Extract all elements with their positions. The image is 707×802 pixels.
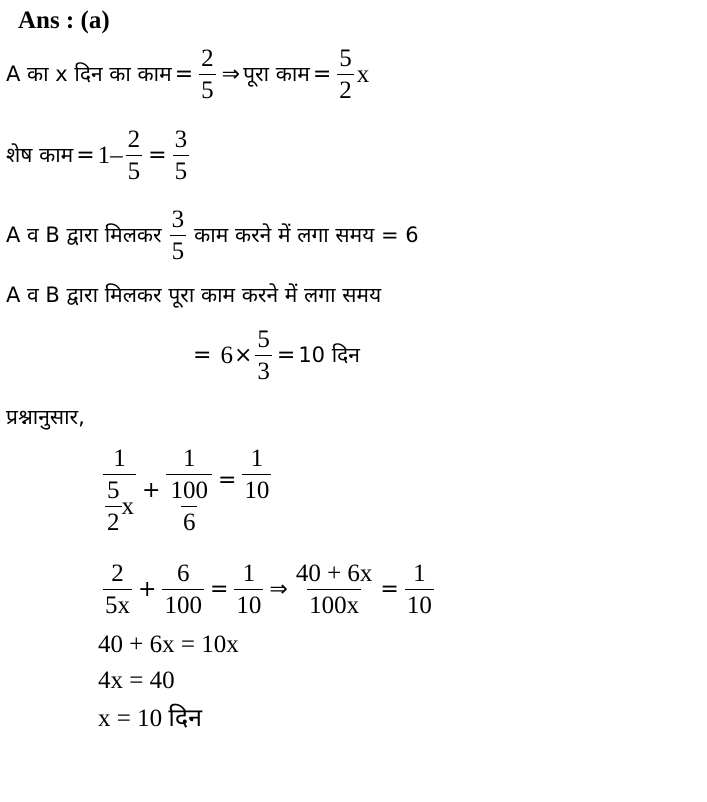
fraction-one-tenth: $\frac{1}{10}$ (244, 445, 270, 504)
fraction-five-thirds: $\frac{5}{3}$ (257, 326, 270, 385)
line3-prefix: A व B द्वारा मिलकर (6, 223, 162, 247)
fraction-one-over-five-halves-x: 1 $\frac{5}{2}$ x (103, 446, 136, 535)
answer-heading: Ans : (a) (18, 7, 110, 34)
line-according-to-question: प्रश्नानुसार, (6, 405, 85, 429)
line1-prefix: A का x दिन का काम (6, 62, 172, 86)
equation-5: x = 10 दिन (98, 705, 202, 732)
equation-4: 4x = 40 (98, 667, 175, 694)
fraction-three-fifths-2: $\frac{3}{5}$ (171, 206, 185, 265)
line-total-time: = 6 × $\frac{5}{3}$ = 10 दिन (193, 326, 360, 385)
line-ab-full-work: A व B द्वारा मिलकर पूरा काम करने में लगा समय (6, 283, 382, 307)
fraction-two-fifths-2: $\frac{2}{5}$ (127, 126, 141, 185)
fraction-one-tenth-2: $\frac{1}{10}$ (236, 560, 262, 619)
fraction-five-halves: $\frac{5}{2}$ (339, 45, 352, 104)
equation-2: $\frac{2}{5x}$ + $\frac{6}{100}$ = $\frac{1}{10}$ ⇒ $\frac{40 + 6x}{100x}$ = $\frac{1}{10}$ (105, 560, 432, 619)
line-work-per-x-days: A का x दिन का काम = $\frac{2}{5}$ ⇒ पूरा काम = $\frac{5}{2}$ x (6, 45, 370, 104)
line-ab-three-fifths (6, 207, 419, 264)
line3-suffix: काम करने में लगा समय = 6 (194, 223, 419, 247)
equation-1: 1 $\frac{5}{2}$ x + $\frac{1}{\frac{100}{6}}$ = $\frac{1}{10}$ (100, 446, 274, 535)
equation-3: 40 + 6x = 10x (98, 631, 239, 658)
line-remaining-work: शेष काम = 1 – $\frac{2}{5}$ = $\frac{3}{5}$ (6, 126, 188, 185)
fraction-one-tenth-3: $\frac{1}{10}$ (406, 560, 432, 619)
fraction-three-fifths: $\frac{3}{5}$ (174, 126, 188, 185)
line5-result: 10 दिन (298, 343, 360, 367)
fraction-two-fifths: $\frac{2}{5}$ (201, 45, 214, 104)
line1-middle: पूरा काम (243, 62, 310, 86)
fraction-two-over-5x: $\frac{2}{5x}$ (105, 560, 130, 619)
implies-symbol: ⇒ (221, 61, 241, 87)
fraction-one-over-100-sixths: $\frac{1}{\frac{100}{6}}$ (166, 446, 212, 535)
line2-prefix: शेष काम (6, 143, 74, 167)
fraction-six-over-100: $\frac{6}{100}$ (164, 560, 202, 619)
fraction-40-6x-over-100x: $\frac{40 + 6x}{100x}$ (295, 560, 373, 619)
line1-var: x (356, 61, 370, 88)
